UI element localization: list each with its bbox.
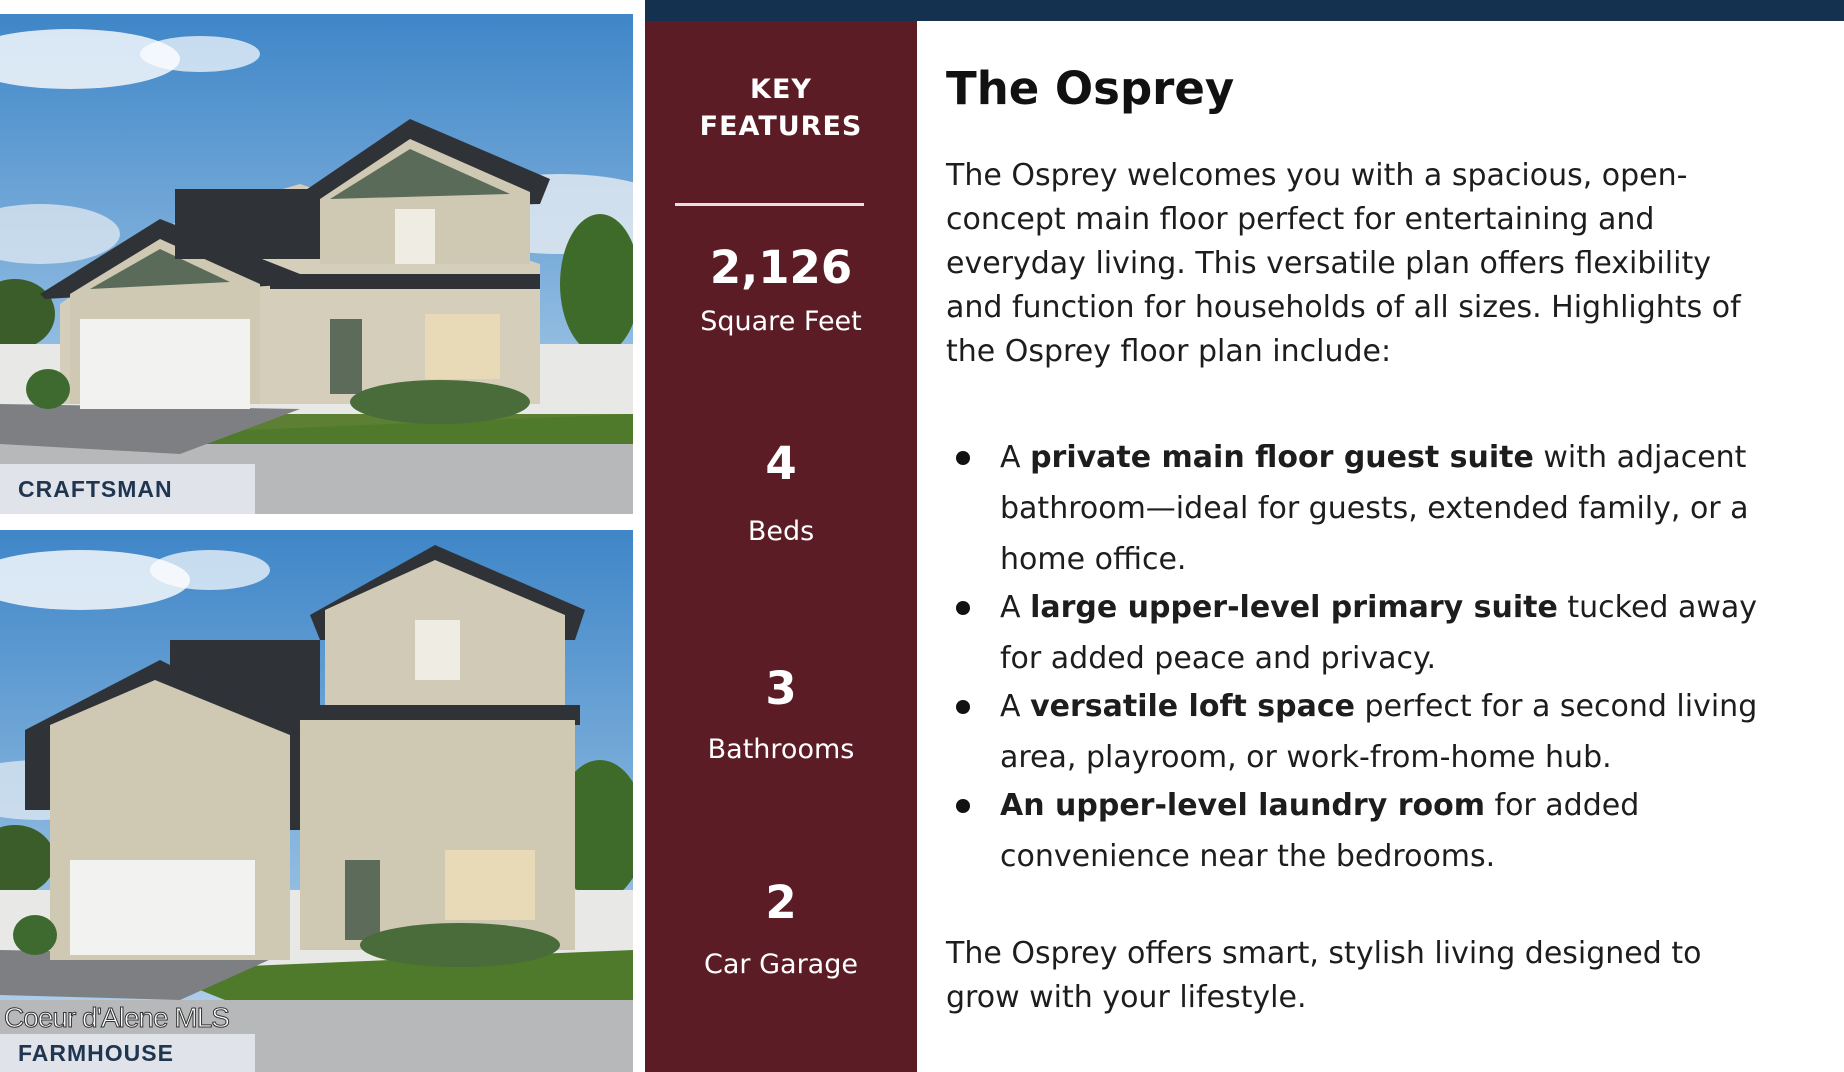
bullet-icon <box>956 601 970 615</box>
bullet-prefix: A <box>1000 590 1031 625</box>
key-features-title-line2: FEATURES <box>699 111 863 142</box>
key-features-divider <box>675 203 864 206</box>
beds-label: Beds <box>747 516 815 547</box>
bullet-icon <box>956 700 970 714</box>
bullet-icon <box>956 451 970 465</box>
craftsman-house-image <box>0 14 633 514</box>
closing-paragraph: The Osprey offers smart, stylish living designed to grow with your lifestyle. <box>946 936 1702 1015</box>
list-item <box>946 582 1776 684</box>
bathrooms-label: Bathrooms <box>707 734 855 765</box>
craftsman-style-label: CRAFTSMAN <box>0 464 255 514</box>
bullet-prefix: A <box>1000 689 1031 724</box>
farmhouse-style-label: FARMHOUSE <box>0 1034 255 1072</box>
list-item <box>946 681 1776 783</box>
craftsman-rendering <box>0 14 633 514</box>
bullet-text: perfect for a second living area, playroom, or work-from-home hub. <box>1000 689 1758 775</box>
bullet-text: for added convenience near the bedrooms. <box>1000 788 1640 874</box>
bullet-emphasis: private main floor guest suite <box>1030 440 1534 475</box>
key-features-panel <box>645 21 917 1072</box>
bullet-emphasis: large upper-level primary suite <box>1030 590 1558 625</box>
bullet-text: tucked away for added peace and privacy. <box>1000 590 1758 676</box>
bullet-emphasis: An upper-level laundry room <box>1000 788 1485 823</box>
key-features-title <box>645 71 917 145</box>
intro-paragraph: The Osprey welcomes you with a spacious, open-concept main floor perfect for entertaining and everyday living. This versatile plan offers flexibility and function for households of all sizes. Highlights of the Osprey floor plan include: <box>946 158 1741 369</box>
page-title: The Osprey <box>946 62 1235 115</box>
list-item <box>946 432 1776 585</box>
plan-description <box>946 62 1796 1015</box>
key-features-title-line1: KEY <box>750 74 812 105</box>
highlights-list <box>946 432 1776 879</box>
garage-label: Car Garage <box>704 949 858 980</box>
mls-watermark: Coeur d'Alene MLS <box>4 1002 229 1033</box>
farmhouse-rendering <box>0 530 633 1072</box>
list-item <box>946 780 1776 882</box>
farmhouse-house-image <box>0 530 633 1072</box>
bullet-emphasis: versatile loft space <box>1030 689 1355 724</box>
square-feet-value: 2,126 <box>709 241 853 294</box>
bullet-text: with adjacent bathroom—ideal for guests, extended family, or a home office. <box>1000 440 1749 577</box>
garage-value: 2 <box>765 876 797 929</box>
beds-value: 4 <box>765 437 797 490</box>
bullet-prefix: A <box>1000 440 1031 475</box>
bathrooms-value: 3 <box>765 662 797 715</box>
bullet-icon <box>956 799 970 813</box>
square-feet-label: Square Feet <box>700 306 862 337</box>
top-accent-bar <box>645 0 1844 21</box>
